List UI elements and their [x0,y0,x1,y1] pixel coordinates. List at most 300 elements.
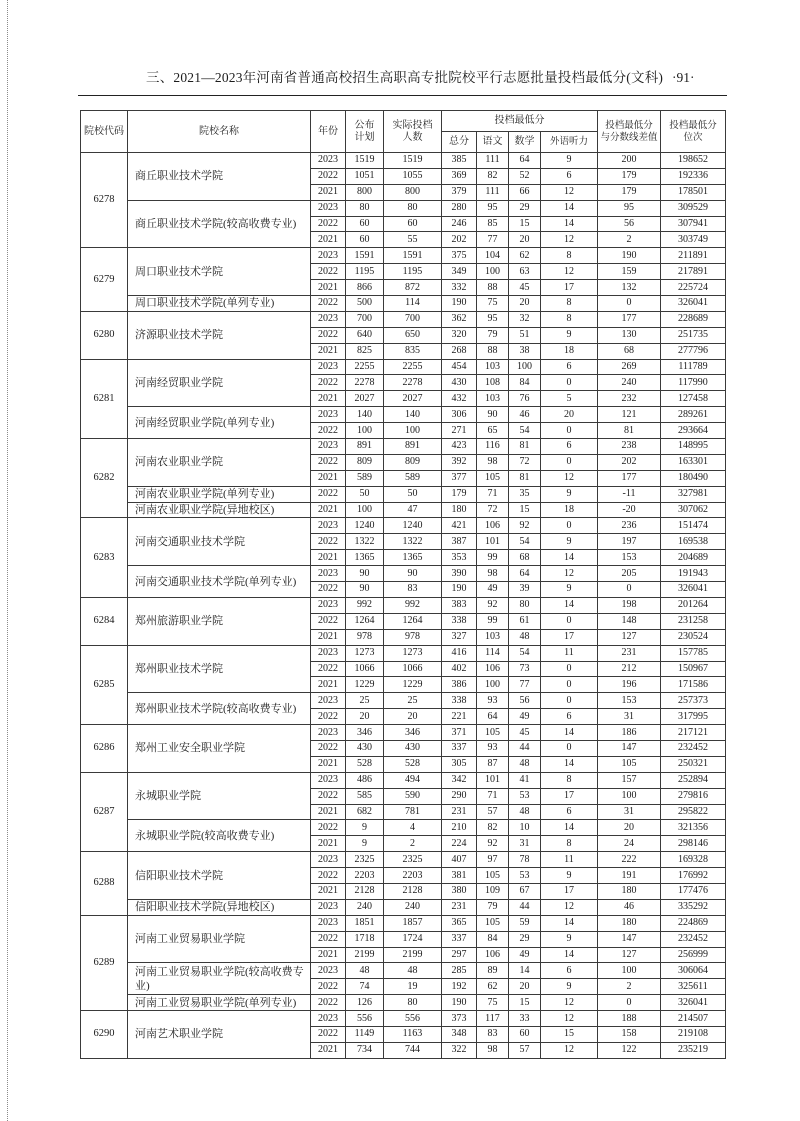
score-gap-cell: 121 [598,407,661,423]
chinese-score-cell: 65 [477,423,509,439]
plan-cell: 48 [346,963,384,979]
foreign-listening-cell: 12 [541,470,598,486]
year-cell: 2022 [311,264,346,280]
total-score-cell: 392 [442,454,477,470]
table-row [81,899,726,915]
plan-cell: 734 [346,1042,384,1058]
foreign-listening-cell: 6 [541,359,598,375]
year-cell: 2022 [311,979,346,995]
rank-cell: 192336 [661,168,726,184]
rank-cell: 224869 [661,915,726,931]
math-score-cell: 51 [509,327,541,343]
foreign-listening-cell: 0 [541,613,598,629]
chinese-score-cell: 83 [477,1026,509,1042]
plan-cell: 2255 [346,359,384,375]
year-cell: 2022 [311,534,346,550]
math-score-cell: 32 [509,311,541,327]
total-score-cell: 179 [442,486,477,502]
score-gap-cell: 212 [598,661,661,677]
chinese-score-cell: 103 [477,391,509,407]
foreign-listening-cell: 14 [541,550,598,566]
foreign-listening-cell: 0 [541,693,598,709]
total-score-cell: 202 [442,232,477,248]
plan-cell: 1718 [346,931,384,947]
plan-cell: 556 [346,1011,384,1027]
chinese-score-cell: 88 [477,343,509,359]
foreign-listening-cell: 0 [541,677,598,693]
foreign-listening-cell: 8 [541,836,598,852]
school-name-cell: 河南交通职业技术学院(单列专业) [128,566,311,598]
math-score-cell: 61 [509,613,541,629]
rank-cell: 325611 [661,979,726,995]
total-score-cell: 221 [442,709,477,725]
table-row [81,311,726,327]
rank-cell: 117990 [661,375,726,391]
chinese-score-cell: 99 [477,613,509,629]
year-cell: 2023 [311,200,346,216]
school-name-cell: 河南交通职业技术学院 [128,518,311,566]
plan-cell: 978 [346,629,384,645]
year-cell: 2021 [311,280,346,296]
actual-cell: 90 [384,566,442,582]
actual-cell: 744 [384,1042,442,1058]
school-code-cell: 6287 [81,772,128,851]
table-row [81,248,726,264]
total-score-cell: 180 [442,502,477,518]
year-cell: 2022 [311,454,346,470]
chinese-score-cell: 82 [477,168,509,184]
total-score-cell: 353 [442,550,477,566]
year-cell: 2023 [311,963,346,979]
year-cell: 2023 [311,725,346,741]
chinese-score-cell: 92 [477,597,509,613]
actual-cell: 1365 [384,550,442,566]
table-row [81,407,726,423]
rank-cell: 127458 [661,391,726,407]
chinese-score-cell: 77 [477,232,509,248]
foreign-listening-cell: 6 [541,439,598,455]
actual-cell: 1240 [384,518,442,534]
plan-cell: 528 [346,756,384,772]
year-cell: 2021 [311,470,346,486]
foreign-listening-cell: 17 [541,629,598,645]
binding-edge [7,0,8,1121]
actual-cell: 19 [384,979,442,995]
actual-cell: 1273 [384,645,442,661]
actual-cell: 240 [384,899,442,915]
year-cell: 2022 [311,931,346,947]
math-score-cell: 39 [509,582,541,598]
math-score-cell: 46 [509,407,541,423]
score-gap-cell: 157 [598,772,661,788]
rank-cell: 250321 [661,756,726,772]
score-gap-cell: 188 [598,1011,661,1027]
foreign-listening-cell: 9 [541,327,598,343]
plan-cell: 126 [346,995,384,1011]
rank-cell: 178501 [661,184,726,200]
year-cell: 2022 [311,661,346,677]
total-score-cell: 377 [442,470,477,486]
math-score-cell: 73 [509,661,541,677]
school-name-cell: 商丘职业技术学院 [128,153,311,201]
score-gap-cell: 191 [598,868,661,884]
school-code-cell: 6288 [81,852,128,916]
score-gap-cell: 196 [598,677,661,693]
plan-cell: 1240 [346,518,384,534]
math-score-cell: 15 [509,995,541,1011]
foreign-listening-cell: 8 [541,248,598,264]
math-score-cell: 31 [509,836,541,852]
total-score-cell: 342 [442,772,477,788]
chinese-score-cell: 104 [477,248,509,264]
actual-cell: 781 [384,804,442,820]
year-cell: 2023 [311,248,346,264]
rank-cell: 293664 [661,423,726,439]
score-gap-cell: 105 [598,756,661,772]
year-cell: 2023 [311,915,346,931]
chinese-score-cell: 82 [477,820,509,836]
chinese-score-cell: 57 [477,804,509,820]
chinese-score-cell: 84 [477,931,509,947]
year-cell: 2022 [311,486,346,502]
rank-cell: 232452 [661,931,726,947]
rank-cell: 148995 [661,439,726,455]
actual-cell: 114 [384,296,442,312]
foreign-listening-cell: 17 [541,883,598,899]
foreign-listening-cell: 0 [541,518,598,534]
rank-cell: 198652 [661,153,726,169]
math-score-cell: 41 [509,772,541,788]
header-chinese: 语文 [477,132,509,153]
plan-cell: 9 [346,836,384,852]
chinese-score-cell: 109 [477,883,509,899]
score-gap-cell: 24 [598,836,661,852]
score-gap-cell: 179 [598,168,661,184]
math-score-cell: 67 [509,883,541,899]
chinese-score-cell: 79 [477,899,509,915]
chinese-score-cell: 106 [477,518,509,534]
foreign-listening-cell: 18 [541,343,598,359]
year-cell: 2023 [311,693,346,709]
actual-cell: 650 [384,327,442,343]
plan-cell: 2325 [346,852,384,868]
total-score-cell: 224 [442,836,477,852]
school-name-cell: 河南经贸职业学院(单列专业) [128,407,311,439]
math-score-cell: 84 [509,375,541,391]
total-score-cell: 390 [442,566,477,582]
year-cell: 2022 [311,327,346,343]
actual-cell: 800 [384,184,442,200]
actual-cell: 1163 [384,1026,442,1042]
chinese-score-cell: 71 [477,486,509,502]
header-rank-line2: 位次 [683,132,703,143]
actual-cell: 835 [384,343,442,359]
header-year: 年份 [311,111,346,153]
chinese-score-cell: 89 [477,963,509,979]
school-code-cell: 6280 [81,311,128,359]
school-code-cell: 6281 [81,359,128,438]
score-gap-cell: 56 [598,216,661,232]
year-cell: 2023 [311,1011,346,1027]
score-gap-cell: 198 [598,597,661,613]
total-score-cell: 349 [442,264,477,280]
rank-cell: 317995 [661,709,726,725]
foreign-listening-cell: 6 [541,709,598,725]
foreign-listening-cell: 5 [541,391,598,407]
total-score-cell: 421 [442,518,477,534]
table-row [81,995,726,1011]
year-cell: 2022 [311,168,346,184]
foreign-listening-cell: 8 [541,772,598,788]
actual-cell: 4 [384,820,442,836]
actual-cell: 2325 [384,852,442,868]
score-gap-cell: 127 [598,629,661,645]
year-cell: 2023 [311,852,346,868]
foreign-listening-cell: 20 [541,407,598,423]
year-cell: 2023 [311,772,346,788]
math-score-cell: 38 [509,343,541,359]
score-gap-cell: 231 [598,645,661,661]
score-gap-cell: 127 [598,947,661,963]
math-score-cell: 10 [509,820,541,836]
math-score-cell: 78 [509,852,541,868]
year-cell: 2021 [311,343,346,359]
plan-cell: 140 [346,407,384,423]
chinese-score-cell: 64 [477,709,509,725]
total-score-cell: 327 [442,629,477,645]
actual-cell: 20 [384,709,442,725]
math-score-cell: 60 [509,1026,541,1042]
actual-cell: 1519 [384,153,442,169]
rank-cell: 214507 [661,1011,726,1027]
header-rank-line1: 投档最低分 [669,120,717,131]
year-cell: 2022 [311,582,346,598]
plan-cell: 100 [346,423,384,439]
chinese-score-cell: 101 [477,534,509,550]
total-score-cell: 192 [442,979,477,995]
chinese-score-cell: 95 [477,311,509,327]
math-score-cell: 76 [509,391,541,407]
actual-cell: 80 [384,995,442,1011]
year-cell: 2021 [311,629,346,645]
header-total: 总分 [442,132,477,153]
table-row [81,915,726,931]
rank-cell: 231258 [661,613,726,629]
foreign-listening-cell: 9 [541,582,598,598]
rank-cell: 157785 [661,645,726,661]
year-cell: 2021 [311,677,346,693]
total-score-cell: 338 [442,613,477,629]
plan-cell: 800 [346,184,384,200]
foreign-listening-cell: 9 [541,979,598,995]
chinese-score-cell: 95 [477,200,509,216]
plan-cell: 1051 [346,168,384,184]
table-row [81,725,726,741]
actual-cell: 2199 [384,947,442,963]
score-gap-cell: 179 [598,184,661,200]
rank-cell: 211891 [661,248,726,264]
plan-cell: 2203 [346,868,384,884]
total-score-cell: 373 [442,1011,477,1027]
actual-cell: 2255 [384,359,442,375]
school-name-cell: 河南农业职业学院 [128,439,311,487]
chinese-score-cell: 114 [477,645,509,661]
foreign-listening-cell: 12 [541,1011,598,1027]
total-score-cell: 338 [442,693,477,709]
year-cell: 2022 [311,423,346,439]
foreign-listening-cell: 0 [541,375,598,391]
rank-cell: 150967 [661,661,726,677]
plan-cell: 1195 [346,264,384,280]
plan-cell: 589 [346,470,384,486]
foreign-listening-cell: 0 [541,661,598,677]
total-score-cell: 231 [442,804,477,820]
year-cell: 2023 [311,566,346,582]
score-gap-cell: 147 [598,740,661,756]
total-score-cell: 190 [442,582,477,598]
score-gap-cell: 205 [598,566,661,582]
total-score-cell: 381 [442,868,477,884]
chinese-score-cell: 108 [477,375,509,391]
total-score-cell: 383 [442,597,477,613]
plan-cell: 1229 [346,677,384,693]
math-score-cell: 14 [509,963,541,979]
total-score-cell: 430 [442,375,477,391]
math-score-cell: 68 [509,550,541,566]
total-score-cell: 416 [442,645,477,661]
school-name-cell: 河南工业贸易职业学院 [128,915,311,963]
school-name-cell: 郑州旅游职业学院 [128,597,311,645]
rank-cell: 306064 [661,963,726,979]
school-name-cell: 信阳职业技术学院 [128,852,311,900]
total-score-cell: 380 [442,883,477,899]
total-score-cell: 385 [442,153,477,169]
score-gap-cell: 130 [598,327,661,343]
foreign-listening-cell: 8 [541,296,598,312]
plan-cell: 1264 [346,613,384,629]
math-score-cell: 63 [509,264,541,280]
plan-cell: 700 [346,311,384,327]
school-name-cell: 河南农业职业学院(单列专业) [128,486,311,502]
table-row [81,645,726,661]
rank-cell: 169328 [661,852,726,868]
foreign-listening-cell: 12 [541,1042,598,1058]
foreign-listening-cell: 14 [541,915,598,931]
score-gap-cell: 202 [598,454,661,470]
score-gap-cell: 200 [598,153,661,169]
year-cell: 2023 [311,153,346,169]
chinese-score-cell: 111 [477,184,509,200]
actual-cell: 1195 [384,264,442,280]
school-name-cell: 河南工业贸易职业学院(单列专业) [128,995,311,1011]
year-cell: 2022 [311,1026,346,1042]
actual-cell: 50 [384,486,442,502]
math-score-cell: 20 [509,296,541,312]
chinese-score-cell: 72 [477,502,509,518]
plan-cell: 90 [346,566,384,582]
rank-cell: 191943 [661,566,726,582]
total-score-cell: 210 [442,820,477,836]
math-score-cell: 48 [509,804,541,820]
rank-cell: 217121 [661,725,726,741]
score-gap-cell: 132 [598,280,661,296]
plan-cell: 90 [346,582,384,598]
year-cell: 2023 [311,597,346,613]
foreign-listening-cell: 14 [541,820,598,836]
total-score-cell: 379 [442,184,477,200]
foreign-listening-cell: 9 [541,153,598,169]
year-cell: 2021 [311,550,346,566]
foreign-listening-cell: 9 [541,486,598,502]
plan-cell: 825 [346,343,384,359]
plan-cell: 100 [346,502,384,518]
year-cell: 2022 [311,788,346,804]
foreign-listening-cell: 12 [541,995,598,1011]
chinese-score-cell: 105 [477,868,509,884]
chinese-score-cell: 92 [477,836,509,852]
plan-cell: 992 [346,597,384,613]
foreign-listening-cell: 6 [541,168,598,184]
year-cell: 2023 [311,407,346,423]
plan-cell: 2278 [346,375,384,391]
math-score-cell: 33 [509,1011,541,1027]
year-cell: 2021 [311,804,346,820]
rank-cell: 326041 [661,582,726,598]
actual-cell: 872 [384,280,442,296]
rank-cell: 111789 [661,359,726,375]
rank-cell: 171586 [661,677,726,693]
math-score-cell: 48 [509,756,541,772]
chinese-score-cell: 62 [477,979,509,995]
actual-cell: 1066 [384,661,442,677]
math-score-cell: 35 [509,486,541,502]
rank-cell: 228689 [661,311,726,327]
math-score-cell: 77 [509,677,541,693]
total-score-cell: 337 [442,931,477,947]
year-cell: 2022 [311,613,346,629]
total-score-cell: 290 [442,788,477,804]
header-actual-line1: 实际投档 [392,119,433,131]
math-score-cell: 29 [509,200,541,216]
foreign-listening-cell: 14 [541,947,598,963]
chinese-score-cell: 117 [477,1011,509,1027]
score-gap-cell: 46 [598,899,661,915]
total-score-cell: 348 [442,1026,477,1042]
actual-cell: 48 [384,963,442,979]
plan-cell: 1066 [346,661,384,677]
total-score-cell: 402 [442,661,477,677]
year-cell: 2022 [311,709,346,725]
rank-cell: 335292 [661,899,726,915]
foreign-listening-cell: 0 [541,423,598,439]
score-gap-cell: 236 [598,518,661,534]
school-name-cell: 河南农业职业学院(异地校区) [128,502,311,518]
total-score-cell: 386 [442,677,477,693]
foreign-listening-cell: 12 [541,566,598,582]
page-title: 三、2021—2023年河南省普通高校招生高职高专批院校平行志愿批量投档最低分(文科) [146,70,664,85]
score-gap-cell: 0 [598,582,661,598]
year-cell: 2022 [311,375,346,391]
score-gap-cell: -11 [598,486,661,502]
math-score-cell: 57 [509,1042,541,1058]
math-score-cell: 54 [509,423,541,439]
total-score-cell: 454 [442,359,477,375]
total-score-cell: 322 [442,1042,477,1058]
admission-score-table [80,110,726,1059]
table-row [81,772,726,788]
table-row [81,296,726,312]
score-gap-cell: 153 [598,550,661,566]
